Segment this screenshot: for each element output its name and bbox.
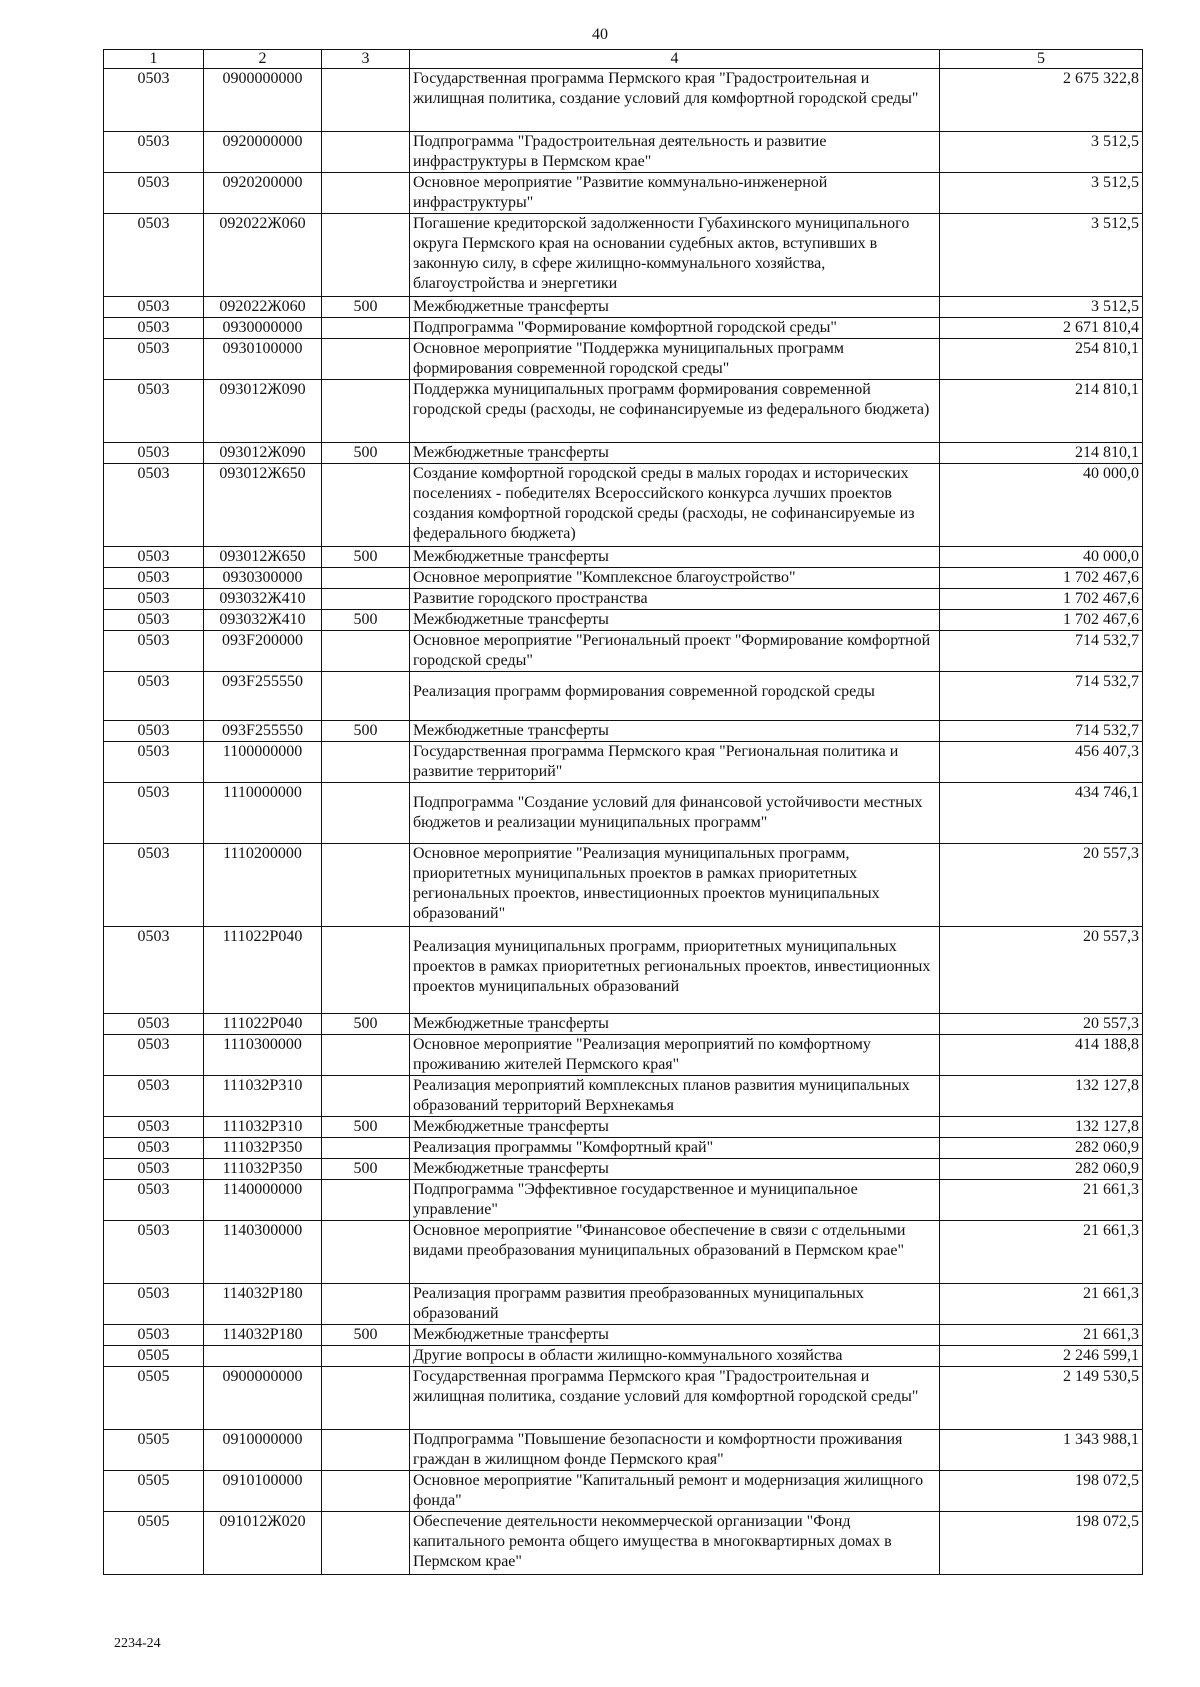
- amount: 714 532,7: [940, 631, 1143, 672]
- item-description: Межбюджетные трансферты: [410, 547, 940, 568]
- item-description: Основное мероприятие "Реализация мероприятий по комфортному проживанию жителей Пермского края": [410, 1035, 940, 1076]
- amount: 40 000,0: [940, 464, 1143, 547]
- item-description: Основное мероприятие "Капитальный ремонт и модернизация жилищного фонда": [410, 1471, 940, 1512]
- table-row: [104, 297, 1143, 318]
- item-description: Межбюджетные трансферты: [410, 1159, 940, 1180]
- section-code: 0503: [104, 844, 204, 927]
- table-row: [104, 1430, 1143, 1471]
- target-article-code: 093012Ж090: [204, 380, 322, 443]
- item-description: Реализация мероприятий комплексных планов развития муниципальных образований территорий Верхнекамья: [410, 1076, 940, 1117]
- expense-type-code: [322, 631, 410, 672]
- section-code: 0505: [104, 1367, 204, 1430]
- expense-type-code: [322, 1367, 410, 1430]
- target-article-code: 093032Ж410: [204, 589, 322, 610]
- target-article-code: 091012Ж020: [204, 1512, 322, 1575]
- section-code: 0503: [104, 132, 204, 173]
- table-row: [104, 173, 1143, 214]
- table-row: [104, 1076, 1143, 1117]
- expense-type-code: 500: [322, 721, 410, 742]
- amount: 254 810,1: [940, 339, 1143, 380]
- amount: 198 072,5: [940, 1512, 1143, 1575]
- item-description: Межбюджетные трансферты: [410, 1117, 940, 1138]
- expense-type-code: [322, 69, 410, 132]
- item-description-text: Реализация программ формирования современной городской среды: [413, 683, 875, 700]
- item-description: Реализация программ развития преобразованных муниципальных образований: [410, 1284, 940, 1325]
- amount: 21 661,3: [940, 1325, 1143, 1346]
- item-description: Подпрограмма "Градостроительная деятельность и развитие инфраструктуры в Пермском крае": [410, 132, 940, 173]
- section-code: 0503: [104, 1138, 204, 1159]
- amount: 714 532,7: [940, 672, 1143, 721]
- target-article-code: 0920200000: [204, 173, 322, 214]
- section-code: 0503: [104, 631, 204, 672]
- table-row: [104, 464, 1143, 547]
- section-code: 0505: [104, 1346, 204, 1367]
- target-article-code: 1140000000: [204, 1180, 322, 1221]
- target-article-code: 1110300000: [204, 1035, 322, 1076]
- target-article-code: 093012Ж650: [204, 547, 322, 568]
- expense-type-code: [322, 132, 410, 173]
- table-row: [104, 568, 1143, 589]
- item-description: Обеспечение деятельности некоммерческой организации "Фонд капитального ремонта общего имущества в многоквартирных домах в Пермском крае": [410, 1512, 940, 1575]
- expense-type-code: [322, 464, 410, 547]
- amount: 21 661,3: [940, 1284, 1143, 1325]
- amount: 132 127,8: [940, 1117, 1143, 1138]
- table-row: [104, 132, 1143, 173]
- expense-type-code: 500: [322, 1325, 410, 1346]
- section-code: 0503: [104, 1035, 204, 1076]
- budget-table: [103, 49, 1143, 1575]
- target-article-code: 093F255550: [204, 672, 322, 721]
- page-number: 40: [592, 26, 608, 43]
- table-row: [104, 1138, 1143, 1159]
- section-code: 0503: [104, 1014, 204, 1035]
- item-description: Межбюджетные трансферты: [410, 610, 940, 631]
- table-row: [104, 339, 1143, 380]
- expense-type-code: [322, 1471, 410, 1512]
- column-header: 1: [104, 50, 204, 69]
- table-row: [104, 927, 1143, 1014]
- table-row: [104, 844, 1143, 927]
- amount: 2 675 322,8: [940, 69, 1143, 132]
- amount: 132 127,8: [940, 1076, 1143, 1117]
- amount: 2 671 810,4: [940, 318, 1143, 339]
- item-description: Межбюджетные трансферты: [410, 1325, 940, 1346]
- table-row: [104, 1512, 1143, 1575]
- amount: 414 188,8: [940, 1035, 1143, 1076]
- target-article-code: 0930000000: [204, 318, 322, 339]
- amount: 1 702 467,6: [940, 568, 1143, 589]
- target-article-code: 111032Р310: [204, 1117, 322, 1138]
- item-description: Основное мероприятие "Реализация муниципальных программ, приоритетных муниципальных проектов в рамках приоритетных региональных проектов, инвестиционных проектов муниципальных образований": [410, 844, 940, 927]
- expense-type-code: [322, 1221, 410, 1284]
- expense-type-code: [322, 1076, 410, 1117]
- expense-type-code: [322, 380, 410, 443]
- item-description: Реализация программы "Комфортный край": [410, 1138, 940, 1159]
- item-description: Межбюджетные трансферты: [410, 721, 940, 742]
- item-description: Создание комфортной городской среды в малых городах и исторических поселениях - победителях Всероссийского конкурса лучших проектов создания комфортной городской среды (расходы, не софинансируемые из федерального бюджета): [410, 464, 940, 547]
- section-code: 0503: [104, 742, 204, 783]
- amount: 282 060,9: [940, 1138, 1143, 1159]
- amount: 3 512,5: [940, 214, 1143, 297]
- target-article-code: 114032Р180: [204, 1325, 322, 1346]
- expense-type-code: [322, 1180, 410, 1221]
- item-description: Основное мероприятие "Развитие коммунально-инженерной инфраструктуры": [410, 173, 940, 214]
- expense-type-code: 500: [322, 1014, 410, 1035]
- section-code: 0503: [104, 1159, 204, 1180]
- item-description: Основное мероприятие "Региональный проект "Формирование комфортной городской среды": [410, 631, 940, 672]
- amount: 3 512,5: [940, 173, 1143, 214]
- column-header: 5: [940, 50, 1143, 69]
- amount: 20 557,3: [940, 927, 1143, 1014]
- amount: 2 246 599,1: [940, 1346, 1143, 1367]
- target-article-code: 111032Р350: [204, 1159, 322, 1180]
- section-code: 0503: [104, 297, 204, 318]
- target-article-code: 1110000000: [204, 783, 322, 844]
- target-article-code: 0910100000: [204, 1471, 322, 1512]
- amount: 214 810,1: [940, 443, 1143, 464]
- expense-type-code: [322, 339, 410, 380]
- section-code: 0503: [104, 1284, 204, 1325]
- section-code: 0503: [104, 214, 204, 297]
- expense-type-code: 500: [322, 297, 410, 318]
- table-row: [104, 69, 1143, 132]
- expense-type-code: [322, 1035, 410, 1076]
- item-description: Межбюджетные трансферты: [410, 1014, 940, 1035]
- amount: 21 661,3: [940, 1180, 1143, 1221]
- expense-type-code: [322, 844, 410, 927]
- amount: 1 702 467,6: [940, 610, 1143, 631]
- table-row: [104, 672, 1143, 721]
- target-article-code: 093012Ж650: [204, 464, 322, 547]
- table-row: [104, 742, 1143, 783]
- expense-type-code: [322, 1346, 410, 1367]
- expense-type-code: [322, 1512, 410, 1575]
- expense-type-code: [322, 568, 410, 589]
- amount: 1 343 988,1: [940, 1430, 1143, 1471]
- section-code: 0503: [104, 173, 204, 214]
- target-article-code: 0930100000: [204, 339, 322, 380]
- table-row: [104, 631, 1143, 672]
- section-code: 0503: [104, 1117, 204, 1138]
- table-row: [104, 214, 1143, 297]
- target-article-code: 111022Р040: [204, 1014, 322, 1035]
- item-description: Подпрограмма "Формирование комфортной городской среды": [410, 318, 940, 339]
- expense-type-code: [322, 1284, 410, 1325]
- expense-type-code: [322, 672, 410, 721]
- expense-type-code: 500: [322, 610, 410, 631]
- item-description: Основное мероприятие "Поддержка муниципальных программ формирования современной городской среды": [410, 339, 940, 380]
- item-description: Межбюджетные трансферты: [410, 297, 940, 318]
- target-article-code: 1100000000: [204, 742, 322, 783]
- expense-type-code: [322, 927, 410, 1014]
- column-header: 4: [410, 50, 940, 69]
- item-description: Государственная программа Пермского края "Градостроительная и жилищная политика, создание условий для комфортной городской среды": [410, 1367, 940, 1430]
- expense-type-code: [322, 742, 410, 783]
- item-description: Государственная программа Пермского края "Градостроительная и жилищная политика, создание условий для комфортной городской среды": [410, 69, 940, 132]
- target-article-code: 092022Ж060: [204, 214, 322, 297]
- item-description: Основное мероприятие "Комплексное благоустройство": [410, 568, 940, 589]
- target-article-code: 093F200000: [204, 631, 322, 672]
- amount: 21 661,3: [940, 1221, 1143, 1284]
- section-code: 0503: [104, 69, 204, 132]
- section-code: 0503: [104, 1076, 204, 1117]
- section-code: 0503: [104, 927, 204, 1014]
- section-code: 0503: [104, 464, 204, 547]
- item-description-text: Реализация муниципальных программ, приоритетных муниципальных проектов в рамках приоритетных региональных проектов, инвестиционных проектов муниципальных образований: [413, 938, 931, 995]
- table-row: [104, 589, 1143, 610]
- expense-type-code: [322, 1430, 410, 1471]
- target-article-code: 1140300000: [204, 1221, 322, 1284]
- table-row: [104, 610, 1143, 631]
- target-article-code: 111032Р310: [204, 1076, 322, 1117]
- section-code: 0503: [104, 721, 204, 742]
- section-code: 0505: [104, 1512, 204, 1575]
- section-code: 0505: [104, 1471, 204, 1512]
- section-code: 0503: [104, 568, 204, 589]
- amount: 456 407,3: [940, 742, 1143, 783]
- target-article-code: 0930300000: [204, 568, 322, 589]
- amount: 1 702 467,6: [940, 589, 1143, 610]
- target-article-code: 0900000000: [204, 1367, 322, 1430]
- expense-type-code: 500: [322, 1117, 410, 1138]
- target-article-code: [204, 1346, 322, 1367]
- target-article-code: 093032Ж410: [204, 610, 322, 631]
- target-article-code: 093F255550: [204, 721, 322, 742]
- table-row: [104, 783, 1143, 844]
- table-row: [104, 1284, 1143, 1325]
- table-row: [104, 1159, 1143, 1180]
- target-article-code: 0900000000: [204, 69, 322, 132]
- expense-type-code: [322, 1138, 410, 1159]
- amount: 2 149 530,5: [940, 1367, 1143, 1430]
- section-code: 0503: [104, 1325, 204, 1346]
- amount: 282 060,9: [940, 1159, 1143, 1180]
- item-description-text: Подпрограмма "Создание условий для финансовой устойчивости местных бюджетов и реализации муниципальных программ": [413, 794, 923, 831]
- table-row: [104, 1014, 1143, 1035]
- target-article-code: 111022Р040: [204, 927, 322, 1014]
- item-description: [410, 783, 940, 844]
- expense-type-code: [322, 173, 410, 214]
- table-row: [104, 1117, 1143, 1138]
- table-row: [104, 1180, 1143, 1221]
- section-code: 0503: [104, 610, 204, 631]
- section-code: 0503: [104, 318, 204, 339]
- item-description: Подпрограмма "Повышение безопасности и комфортности проживания граждан в жилищном фонде Пермского края": [410, 1430, 940, 1471]
- section-code: 0503: [104, 672, 204, 721]
- target-article-code: 114032Р180: [204, 1284, 322, 1325]
- section-code: 0503: [104, 589, 204, 610]
- item-description: Подпрограмма "Эффективное государственное и муниципальное управление": [410, 1180, 940, 1221]
- section-code: 0503: [104, 547, 204, 568]
- table-row: [104, 1346, 1143, 1367]
- expense-type-code: [322, 318, 410, 339]
- table-row: [104, 721, 1143, 742]
- item-description: Развитие городского пространства: [410, 589, 940, 610]
- target-article-code: 1110200000: [204, 844, 322, 927]
- expense-type-code: [322, 589, 410, 610]
- amount: 3 512,5: [940, 297, 1143, 318]
- target-article-code: 093012Ж090: [204, 443, 322, 464]
- item-description: Основное мероприятие "Финансовое обеспечение в связи с отдельными видами преобразования муниципальных образований в Пермском крае": [410, 1221, 940, 1284]
- section-code: 0503: [104, 339, 204, 380]
- amount: 20 557,3: [940, 1014, 1143, 1035]
- section-code: 0505: [104, 1430, 204, 1471]
- amount: 198 072,5: [940, 1471, 1143, 1512]
- section-code: 0503: [104, 443, 204, 464]
- target-article-code: 092022Ж060: [204, 297, 322, 318]
- column-header: 3: [322, 50, 410, 69]
- section-code: 0503: [104, 1221, 204, 1284]
- column-header: 2: [204, 50, 322, 69]
- item-description: [410, 672, 940, 721]
- table-row: [104, 380, 1143, 443]
- table-row: [104, 1471, 1143, 1512]
- amount: 3 512,5: [940, 132, 1143, 173]
- amount: 214 810,1: [940, 380, 1143, 443]
- item-description: Государственная программа Пермского края "Региональная политика и развитие территорий": [410, 742, 940, 783]
- amount: 434 746,1: [940, 783, 1143, 844]
- expense-type-code: [322, 214, 410, 297]
- item-description: Другие вопросы в области жилищно-коммунального хозяйства: [410, 1346, 940, 1367]
- target-article-code: 0910000000: [204, 1430, 322, 1471]
- table-row: [104, 1367, 1143, 1430]
- table-row: [104, 1221, 1143, 1284]
- expense-type-code: [322, 783, 410, 844]
- target-article-code: 111032Р350: [204, 1138, 322, 1159]
- expense-type-code: 500: [322, 547, 410, 568]
- section-code: 0503: [104, 380, 204, 443]
- section-code: 0503: [104, 1180, 204, 1221]
- table-row: [104, 1325, 1143, 1346]
- target-article-code: 0920000000: [204, 132, 322, 173]
- table-row: [104, 443, 1143, 464]
- table-row: [104, 1035, 1143, 1076]
- item-description: [410, 927, 940, 1014]
- item-description: Погашение кредиторской задолженности Губахинского муниципального округа Пермского края на основании судебных актов, вступивших в законную силу, в сфере жилищно-коммунального хозяйства, благоустройства и энергетики: [410, 214, 940, 297]
- expense-type-code: 500: [322, 1159, 410, 1180]
- section-code: 0503: [104, 783, 204, 844]
- table-row: [104, 547, 1143, 568]
- item-description: Поддержка муниципальных программ формирования современной городской среды (расходы, не софинансируемые из федерального бюджета): [410, 380, 940, 443]
- expense-type-code: 500: [322, 443, 410, 464]
- amount: 40 000,0: [940, 547, 1143, 568]
- table-row: [104, 318, 1143, 339]
- item-description: Межбюджетные трансферты: [410, 443, 940, 464]
- amount: 20 557,3: [940, 844, 1143, 927]
- document-code: 2234-24: [114, 1636, 161, 1651]
- table-header-row: [104, 50, 1143, 69]
- amount: 714 532,7: [940, 721, 1143, 742]
